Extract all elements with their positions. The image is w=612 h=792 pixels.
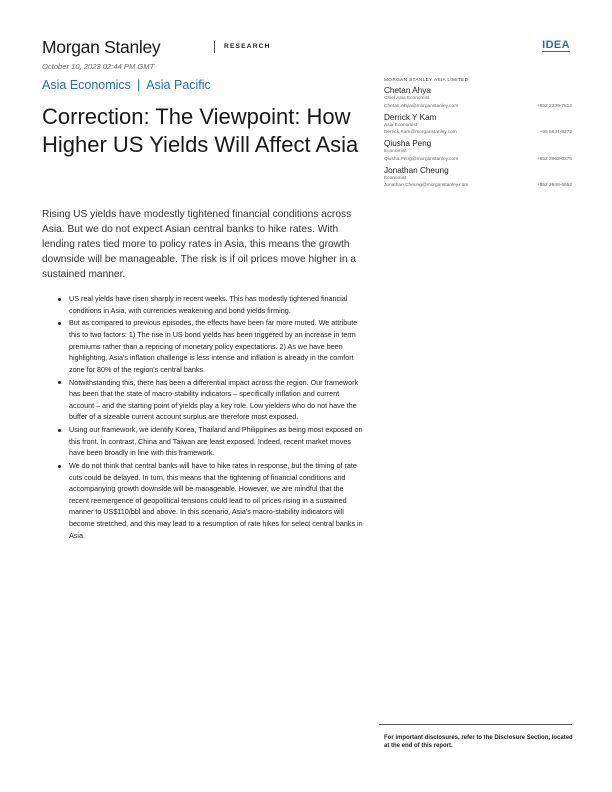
author-email[interactable]: Derrick.Kam@morganstanley.com — [384, 130, 457, 135]
author-name: Jonathan Cheung — [384, 165, 449, 175]
idea-tag: IDEA — [542, 39, 570, 51]
bullet-text: But as compared to previous episodes, the effects have been far more muted. We attribute this to two factors: 1) The rise in US bond yields has been triggered by an increase in term premiums rather than a repricing of monetary policy expectations. 2) As we have been highlighting, Asia's inflation challenge is less intense and inflation is already in the comfort zone for 80% of the region's central banks. — [69, 318, 358, 374]
author-name: Chetan Ahya — [384, 86, 431, 95]
author-panel — [384, 78, 572, 192]
author-phone: +65 6834-8272 — [539, 130, 572, 135]
author-role: Economist — [384, 149, 407, 154]
bullet-text: Notwithstanding this, there has been a differential impact across the region. Our framework has been that the state of macro-stability indicators – specifically inflation and current account – and the starting point of yields play a key role. Low yielders who do not have the buffer of a sizeable current account surplus are therefore most exposed. — [69, 377, 359, 422]
publication-date: October 10, 2023 02:44 PM GMT — [42, 62, 155, 71]
key-points-list — [58, 293, 364, 542]
author-contact — [384, 156, 572, 163]
summary-paragraph: Rising US yields have modestly tightened financial conditions across Asia. But we do not expect Asian central banks to hike rates. With lending rates tied more to policy rates in Asia, this means the growth downside will be manageable. The risk is if oil prices move higher in a sustained manner. — [42, 209, 357, 280]
bullet-icon — [58, 298, 61, 301]
disclosure-note: For important disclosures, refer to the Disclosure Section, located at the end of this report. — [384, 735, 573, 749]
author-entry — [384, 139, 572, 163]
bullet-text: We do not think that central banks will have to hike rates in response, but the timing of rate cuts could be delayed. In turn, this means that the tightening of financial conditions and accompanying growth downside will be manageable. However, we are mindful that the recent reemergence of geopolitical tensions could lead to oil prices rising in a sustained manner to US$110/bbl and above. In this scenario, Asia's macro-stability indicators will become stretched, and this may lead to a resumption of rate hikes for select central banks in Asia. — [69, 461, 363, 540]
header-divider — [214, 41, 215, 53]
disclosure-divider — [379, 724, 572, 725]
author-entry — [384, 166, 572, 190]
category-secondary[interactable]: Asia Pacific — [146, 78, 211, 92]
list-item — [58, 317, 364, 375]
report-header — [42, 37, 572, 59]
author-contact — [384, 129, 572, 136]
bullet-icon — [58, 465, 61, 468]
bullet-text: Using our framework, we identify Korea, Thailand and Philippines as being most exposed on this front. In contrast, China and Taiwan are least exposed. Indeed, recent market moves have been broadly in line with this framework. — [69, 425, 363, 458]
author-name: Derrick Y Kam — [384, 112, 437, 122]
author-email[interactable]: Qiusha.Peng@morganstanley.com — [384, 156, 459, 162]
author-entry — [384, 113, 572, 137]
list-item — [58, 377, 364, 423]
bullet-icon — [58, 429, 61, 432]
category-line — [42, 78, 211, 92]
morgan-stanley-logo: Morgan Stanley — [42, 37, 161, 57]
list-item — [58, 293, 364, 316]
author-role: Asia Economist — [384, 122, 418, 128]
author-name: Qiusha Peng — [384, 139, 432, 148]
author-phone: +852 2848-6652 — [536, 183, 572, 188]
list-item — [58, 460, 364, 541]
bullet-icon — [58, 322, 61, 325]
research-label: RESEARCH — [224, 43, 271, 50]
author-role: Chief Asia Economist — [384, 96, 430, 101]
author-email[interactable]: Chetan.Ahya@morganstanley.com — [384, 103, 459, 109]
author-phone: +852 2239-7812 — [536, 103, 572, 109]
bullet-icon — [58, 381, 61, 384]
author-phone: +852 3963-0376 — [536, 156, 572, 162]
list-item — [58, 424, 364, 459]
author-contact — [384, 103, 572, 110]
bullet-text: US real yields have risen sharply in recent weeks. This has modestly tightened financial conditions in Asia, with currencies weakening and bond yields firming. — [69, 294, 348, 315]
author-contact — [384, 182, 572, 189]
category-primary[interactable]: Asia Economics — [42, 78, 131, 92]
author-email[interactable]: Jonathan.Cheung@morganstanley.com — [384, 183, 469, 188]
category-separator: | — [136, 78, 141, 92]
author-entry — [384, 86, 572, 110]
author-role: Economist — [384, 175, 407, 181]
report-title: Correction: The Viewpoint: How Higher US Yields Will Affect Asia — [42, 104, 359, 157]
legal-entity: MORGAN STANLEY ASIA LIMITED — [384, 78, 469, 83]
